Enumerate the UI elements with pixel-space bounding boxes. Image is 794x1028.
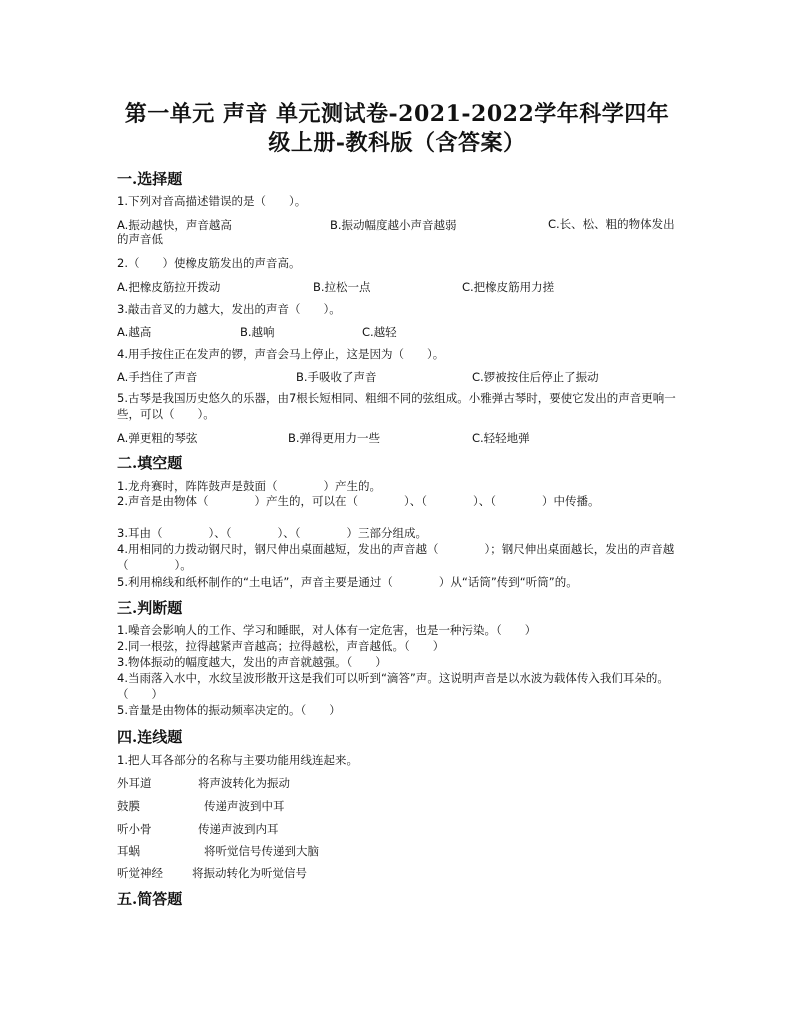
- q5-option-a: A.弹更粗的琴弦: [117, 431, 198, 445]
- match-function: 将声波转化为振动: [198, 776, 290, 790]
- judge-5: 5.音量是由物体的振动频率决定的。（ ）: [117, 703, 341, 717]
- question-4: 4.用手按住正在发声的锣，声音会马上停止，这是因为（ ）。: [117, 347, 445, 361]
- q3-option-b: B.越响: [240, 325, 275, 339]
- match-function: 将听觉信号传递到大脑: [204, 844, 319, 858]
- match-function: 将振动转化为听觉信号: [192, 866, 307, 880]
- q4-option-c: C.锣被按住后停止了振动: [472, 370, 599, 384]
- q4-option-a: A.手挡住了声音: [117, 370, 198, 384]
- match-intro: 1.把人耳各部分的名称与主要功能用线连起来。: [117, 753, 358, 767]
- judge-2: 2.同一根弦，拉得越紧声音越高；拉得越松，声音越低。（ ）: [117, 639, 445, 653]
- q2-option-c: C.把橡皮筋用力搓: [462, 280, 555, 294]
- q1-option-b: B.振动幅度越小声音越弱: [330, 218, 457, 232]
- section-heading-fill: 二.填空题: [117, 454, 183, 472]
- fill-1: 1.龙舟赛时，阵阵鼓声是鼓面（ ）产生的。: [117, 479, 381, 493]
- judge-1: 1.噪音会影响人的工作、学习和睡眠，对人体有一定危害，也是一种污染。（ ）: [117, 623, 537, 637]
- question-5: 5.古琴是我国历史悠久的乐器，由7根长短相同、粗细不同的弦组成。小雅弹古琴时，要使它发出的声音更响一些，可以（ ）。: [117, 391, 676, 421]
- match-name: 听觉神经: [117, 866, 163, 880]
- fill-2: 2.声音是由物体（ ）产生的，可以在（ ）、（ ）、（ ）中传播。: [117, 494, 600, 508]
- title-line-1: 第一单元 声音 单元测试卷-2021-2022学年科学四年: [124, 101, 670, 127]
- q1-option-c-text: C.长、松、粗的物体发出的声音低: [117, 217, 675, 246]
- fill-5: 5.利用棉线和纸杯制作的“土电话”，声音主要是通过（ ）从“话筒”传到“听筒”的。: [117, 575, 578, 589]
- fill-4: 4.用相同的力拨动钢尺时，钢尺伸出桌面越短，发出的声音越（ ）；钢尺伸出桌面越长，发出的声音越（ ）。: [117, 542, 675, 572]
- section-heading-choice: 一.选择题: [117, 170, 183, 188]
- page-title: [100, 100, 694, 158]
- judge-3: 3.物体振动的幅度越大，发出的声音就越强。（ ）: [117, 655, 387, 669]
- judge-4: 4.当雨落入水中，水纹呈波形散开这是我们可以听到“滴答”声。这说明声音是以水波为载体传入我们耳朵的。（ ）: [117, 671, 669, 701]
- match-function: 传递声波到内耳: [198, 822, 279, 836]
- q1-option-a: A.振动越快，声音越高: [117, 218, 232, 232]
- match-name: 耳蜗: [117, 844, 140, 858]
- match-name: 外耳道: [117, 776, 152, 790]
- q2-option-b: B.拉松一点: [313, 280, 371, 294]
- match-function: 传递声波到中耳: [204, 799, 285, 813]
- fill-3: 3.耳由（ ）、（ ）、（ ）三部分组成。: [117, 526, 427, 540]
- section-heading-match: 四.连线题: [117, 728, 183, 746]
- section-heading-judge: 三.判断题: [117, 599, 183, 617]
- question-1: 1.下列对音高描述错误的是（ ）。: [117, 194, 307, 208]
- q5-option-b: B.弹得更用力一些: [288, 431, 381, 445]
- question-2: 2.（ ）使橡皮筋发出的声音高。: [117, 256, 301, 270]
- match-name: 听小骨: [117, 822, 152, 836]
- match-name: 鼓膜: [117, 799, 140, 813]
- q3-option-c: C.越轻: [362, 325, 397, 339]
- title-line-2: 级上册-教科版（含答案）: [268, 130, 526, 156]
- q5-option-c: C.轻轻地弹: [472, 431, 530, 445]
- section-heading-short-answer: 五.简答题: [117, 890, 183, 908]
- question-3: 3.敲击音叉的力越大，发出的声音（ ）。: [117, 302, 341, 316]
- q4-option-b: B.手吸收了声音: [296, 370, 377, 384]
- q2-option-a: A.把橡皮筋拉开拨动: [117, 280, 221, 294]
- q3-option-a: A.越高: [117, 325, 152, 339]
